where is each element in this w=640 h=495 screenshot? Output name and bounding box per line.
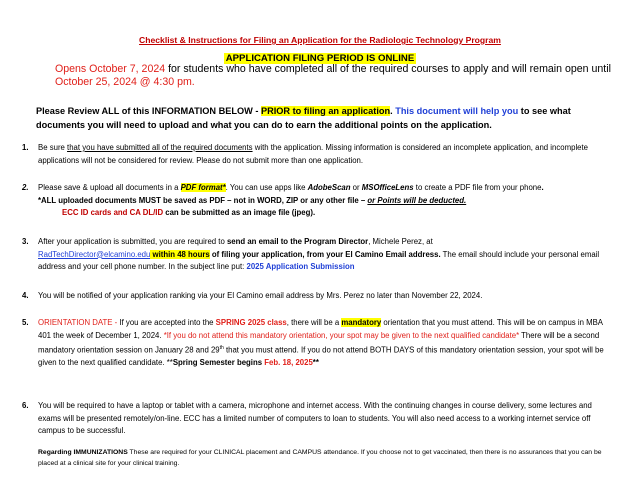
item5-text-i: that you must attend. If you do not attend BOTH DAYS of this mandatory orientation session, your spot will be given to the next qualified candidate. **	[38, 345, 604, 368]
item2-pdf-format: PDF format*	[180, 183, 226, 192]
item5-start-date: Feb. 18, 2025	[264, 358, 313, 368]
opens-text: for students who have completed all of the required courses to apply and will remain open until	[165, 63, 611, 75]
immunizations-note	[38, 447, 618, 469]
item2-points-deducted: or Points will be deducted.	[367, 195, 467, 205]
item-number: 2.	[22, 183, 29, 192]
item2-pdf-rule: *ALL uploaded documents MUST be saved as PDF – not in WORD, ZIP or any other file –	[38, 195, 368, 205]
director-email-link[interactable]: RadTechDirector@elcamino.edu	[38, 249, 151, 259]
checklist-item-5	[22, 317, 612, 370]
review-prior-highlight: PRIOR to filing an application	[260, 106, 391, 116]
item-number: 1.	[22, 143, 29, 152]
item3-send-email: send an email to the Program Director	[226, 237, 369, 246]
item2-period: .	[541, 183, 544, 192]
item3-text-a: After your application is submitted, you are required to	[38, 237, 227, 246]
document-title: Checklist & Instructions for Filing an Application for the Radiologic Technology Program	[139, 35, 501, 45]
close-date: October 25, 2024 @ 4:30 pm.	[55, 76, 195, 88]
filing-period-text: APPLICATION FILING PERIOD IS ONLINE	[225, 53, 415, 64]
item4-text: You will be notified of your application ranking via your El Camino email address by Mrs. Perez no later than November 22, 2024.	[38, 291, 483, 300]
item3-48-hours: within 48 hours	[150, 249, 210, 259]
item5-mandatory: mandatory	[341, 318, 382, 327]
item2-msofficelens: MSOfficeLens	[361, 183, 414, 192]
item5-text-d: , there will be a	[286, 318, 342, 327]
review-help-text: This document will help you	[395, 106, 519, 116]
item2-text-g: to create a PDF file from your phone	[413, 183, 542, 192]
item5-spring-class: SPRING 2025 class	[215, 318, 287, 327]
opens-notice	[55, 63, 615, 89]
item5-text-f: orientation that you must attend. This will be on campus in MBA 401 the week of December 1, 2024.	[38, 318, 603, 340]
item1-text-c: with the application. Missing information is considered an incomplete application, and incomplete applications will not be considered for review. Please do not submit more than one application.	[38, 143, 589, 165]
review-text-e: to see what documents you will need to upload and what you can do to earn the additional points on the application.	[36, 106, 571, 130]
item-number: 6.	[22, 401, 29, 410]
checklist-item-6	[22, 400, 612, 438]
item5-asterisks: **	[312, 358, 319, 368]
item5-superscript: th	[219, 345, 224, 351]
item5-text-b: If you are accepted into the	[119, 318, 216, 327]
checklist-item-1	[22, 142, 612, 167]
item2-adobescan: AdobeScan	[307, 183, 351, 192]
checklist-item-2	[22, 182, 612, 220]
item-number: 5.	[22, 318, 29, 327]
item2-text-c: . You can use apps like	[225, 183, 308, 192]
item3-text-c: , Michele Perez, at	[368, 237, 433, 246]
checklist-item-4	[22, 290, 612, 303]
item6-text: You will be required to have a laptop or tablet with a camera, microphone and internet access. With the continuing changes in course delivery, some lectures and exams will be presented remotely/on-line. ECC has a limited number of computers to loan to students. You will also need access to a working internet service off campus to be successful.	[38, 401, 592, 435]
item1-text-a: Be sure	[38, 143, 68, 152]
immunizations-heading: Regarding IMMUNIZATIONS	[38, 449, 128, 456]
immunizations-text: These are required for your CLINICAL placement and CAMPUS attendance. If you choose not to get vaccinated, then there is no assurances that you can be placed at a clinical site for your clinical training.	[38, 449, 602, 467]
item-number: 3.	[22, 237, 29, 246]
item3-text-f: of filing your application, from your El Camino Email address.	[209, 249, 441, 259]
review-text-a: Please Review ALL of this INFORMATION BELOW -	[36, 106, 261, 116]
item5-spring-begins: Spring Semester begins	[172, 358, 265, 368]
item1-underlined: that you have submitted all of the required documents	[67, 143, 253, 152]
item2-id-cards: ECC ID cards and CA DL/ID	[62, 208, 164, 217]
item-number: 4.	[22, 291, 29, 300]
item3-subject-line: 2025 Application Submission	[246, 262, 355, 271]
item2-text-a: Please save & upload all documents in a	[38, 183, 181, 192]
item5-warning: *If you do not attend this mandatory orientation, your spot may be given to the next qualified candidate*	[163, 330, 520, 340]
orientation-date-label: ORIENTATION DATE -	[38, 318, 120, 327]
item3-text-g: The email should include your personal email address and your cell phone number. In the subject line put:	[38, 249, 600, 271]
opens-date: Opens October 7, 2024	[55, 63, 166, 75]
review-notice	[36, 104, 616, 132]
review-text-c: .	[390, 106, 396, 116]
item2-text-e: or	[350, 183, 362, 192]
item5-text-h: There will be a second mandatory orientation session on January 28 and 29	[38, 330, 600, 355]
checklist-item-3	[22, 236, 612, 274]
item2-image-file: can be submitted as an image file (jpeg).	[163, 208, 316, 217]
